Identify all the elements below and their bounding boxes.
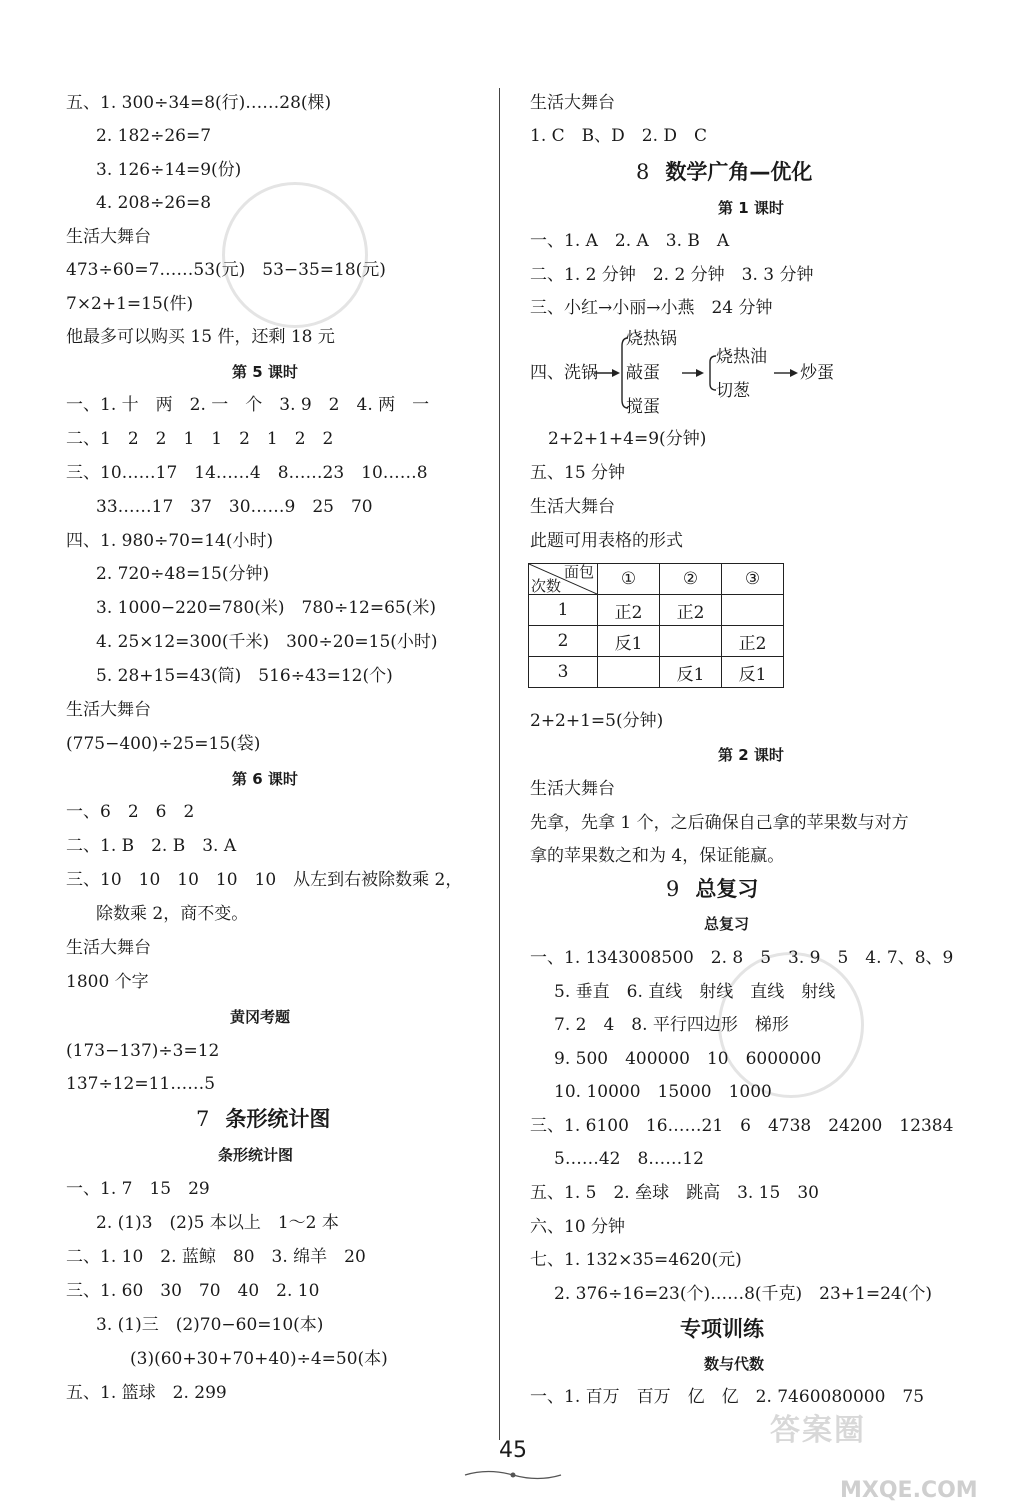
chapter-heading [196, 1106, 330, 1132]
flow-step: 烧热锅 [626, 329, 677, 349]
table-header-row [529, 564, 784, 595]
flow-step: 敲蛋 [626, 363, 660, 383]
answer-line: 二、1. B 2. B 3. A [66, 836, 237, 856]
answer-line: 2. 720÷48=15(分钟) [96, 564, 270, 584]
section-label: 生活大舞台 [66, 227, 151, 247]
table-corner-cell [529, 564, 598, 595]
chapter-number: 8 [636, 160, 650, 184]
answer-line: 拿的苹果数之和为 4，保证能赢。 [530, 846, 785, 866]
answer-line: 2. 182÷26=7 [96, 126, 212, 146]
table-cell: 反1 [598, 626, 660, 657]
bread-table [528, 563, 784, 688]
answer-line: 9. 500 400000 10 6000000 [554, 1049, 822, 1069]
answer-line: 1800 个字 [66, 972, 149, 992]
flow-step: 烧热油 [716, 347, 767, 367]
answer-line: 2+2+1=5(分钟) [530, 711, 664, 731]
answer-line: 三、10……17 14……4 8……23 10……8 [66, 463, 428, 483]
answer-line: 7. 2 4 8. 平行四边形 梯形 [554, 1015, 789, 1035]
answer-line: 七、1. 132×35=4620(元) [530, 1250, 742, 1270]
answer-line: 二、1 2 2 1 1 2 1 2 2 [66, 429, 334, 449]
answer-line: 他最多可以购买 15 件，还剩 18 元 [66, 327, 335, 347]
lesson-heading: 第 2 课时 [718, 746, 784, 764]
answer-line: 二、1. 2 分钟 2. 2 分钟 3. 3 分钟 [530, 265, 814, 285]
chapter-title: 总复习 [695, 877, 759, 901]
answer-line: 一、1. 十 两 2. 一 个 3. 9 2 4. 两 一 [66, 395, 430, 415]
flow-start: 四、洗锅 [530, 363, 598, 383]
answer-line: (3)(60+30+70+40)÷4=50(本) [130, 1349, 388, 1369]
flow-end: 炒蛋 [800, 363, 834, 383]
lesson-heading: 黄冈考题 [230, 1008, 291, 1026]
watermark-logo: 答案圈 [770, 1413, 866, 1448]
corner-bottom-label: 次数 [531, 577, 562, 595]
table-row [529, 626, 784, 657]
answer-line: 473÷60=7……53(元) 53−35=18(元) [66, 260, 386, 280]
section-heading: 专项训练 [680, 1317, 764, 1341]
lesson-heading: 数与代数 [704, 1355, 765, 1373]
answer-line: 四、1. 980÷70=14(小时) [66, 531, 274, 551]
answer-line: 五、1. 300÷34=8(行)……28(棵) [66, 93, 332, 113]
chapter-title: 数学广角—优化 [665, 160, 813, 184]
answer-line: 5. 28+15=43(筒) 516÷43=12(个) [96, 666, 393, 686]
answer-line: 一、1. 百万 百万 亿 亿 2. 7460080000 75 [530, 1387, 925, 1407]
table-cell: 反1 [660, 657, 722, 688]
watermark-url: MXQE.COM [840, 1478, 978, 1503]
answer-line: (775−400)÷25=15(袋) [66, 734, 261, 754]
answer-line: 10. 10000 15000 1000 [554, 1082, 772, 1102]
answer-line: 一、6 2 6 2 [66, 802, 195, 822]
table-cell: 反1 [722, 657, 784, 688]
answer-line: 33……17 37 30……9 25 70 [96, 497, 373, 517]
flow-step: 切葱 [716, 381, 750, 401]
answer-line: 一、1. A 2. A 3. B A [530, 231, 730, 251]
answer-line: 一、1. 1343008500 2. 8 5 3. 9 5 4. 7、8、9 [530, 948, 954, 968]
lesson-heading: 条形统计图 [218, 1146, 294, 1164]
corner-top-label: 面包 [563, 563, 594, 581]
answer-line: 1. C B、D 2. D C [530, 126, 708, 146]
section-label: 生活大舞台 [530, 779, 615, 799]
answer-line: 五、1. 篮球 2. 299 [66, 1383, 227, 1403]
section-label: 生活大舞台 [66, 700, 151, 720]
answer-line: 三、小红→小丽→小燕 24 分钟 [530, 298, 773, 318]
answer-line: 7×2+1=15(件) [66, 294, 194, 314]
table-cell: 正2 [660, 595, 722, 626]
watermark-stamp [222, 182, 368, 328]
table-cell [598, 657, 660, 688]
column-divider [499, 88, 500, 1440]
section-label: 生活大舞台 [66, 938, 151, 958]
chapter-number: 7 [196, 1107, 210, 1131]
table-cell: 正2 [598, 595, 660, 626]
section-label: 生活大舞台 [530, 93, 615, 113]
answer-line: 3. 1000−220=780(米) 780÷12=65(米) [96, 598, 436, 618]
table-cell [660, 626, 722, 657]
answer-line: 2. (1)3 (2)5 本以上 1～2 本 [96, 1213, 339, 1233]
table-cell: 2 [529, 626, 598, 657]
answer-line: 六、10 分钟 [530, 1217, 626, 1237]
lesson-heading: 总复习 [704, 915, 750, 933]
answer-line: 此题可用表格的形式 [530, 531, 683, 551]
chapter-heading [636, 159, 812, 185]
table-cell: 正2 [722, 626, 784, 657]
lesson-heading: 第 6 课时 [232, 770, 298, 788]
table-cell: 1 [529, 595, 598, 626]
answer-line: 三、10 10 10 10 10 从左到右被除数乘 2， [66, 870, 463, 890]
answer-line: 二、1. 10 2. 蓝鲸 80 3. 绵羊 20 [66, 1247, 366, 1267]
lesson-heading: 第 5 课时 [232, 363, 298, 381]
table-cell: 3 [529, 657, 598, 688]
answer-line: 五、1. 5 2. 垒球 跳高 3. 15 30 [530, 1183, 819, 1203]
table-row [529, 657, 784, 688]
answer-line: 三、1. 60 30 70 40 2. 10 [66, 1281, 320, 1301]
table-cell [722, 595, 784, 626]
answer-line: 5. 垂直 6. 直线 射线 直线 射线 [554, 982, 836, 1002]
flow-step: 搅蛋 [626, 397, 660, 417]
lesson-heading: 第 1 课时 [718, 199, 784, 217]
cooking-flow-chart [530, 326, 850, 418]
section-label: 生活大舞台 [530, 497, 615, 517]
chapter-title: 条形统计图 [225, 1107, 331, 1131]
footer-ornament [463, 1468, 563, 1482]
answer-line: 除数乘 2，商不变。 [96, 904, 249, 924]
answer-line: 先拿，先拿 1 个，之后确保自己拿的苹果数与对方 [530, 813, 909, 833]
answer-line: 4. 208÷26=8 [96, 193, 212, 213]
chapter-heading [666, 876, 758, 902]
table-row [529, 595, 784, 626]
answer-line: 2+2+1+4=9(分钟) [548, 429, 707, 449]
table-header-cell: ① [598, 564, 660, 595]
answer-line: 2. 376÷16=23(个)……8(千克) 23+1=24(个) [554, 1284, 933, 1304]
answer-line: 一、1. 7 15 29 [66, 1179, 210, 1199]
table-header-cell: ③ [722, 564, 784, 595]
answer-line: 3. 126÷14=9(份) [96, 160, 242, 180]
answer-line: 137÷12=11……5 [66, 1074, 216, 1094]
answer-line: 三、1. 6100 16……21 6 4738 24200 12384 [530, 1116, 954, 1136]
answer-line: 5……42 8……12 [554, 1149, 704, 1169]
chapter-number: 9 [666, 877, 680, 901]
answer-line: (173−137)÷3=12 [66, 1041, 220, 1061]
table-header-cell: ② [660, 564, 722, 595]
page-number: 45 [499, 1438, 527, 1463]
answer-line: 3. (1)三 (2)70−60=10(本) [96, 1315, 324, 1335]
answer-line: 五、15 分钟 [530, 463, 626, 483]
answer-line: 4. 25×12=300(千米) 300÷20=15(小时) [96, 632, 438, 652]
